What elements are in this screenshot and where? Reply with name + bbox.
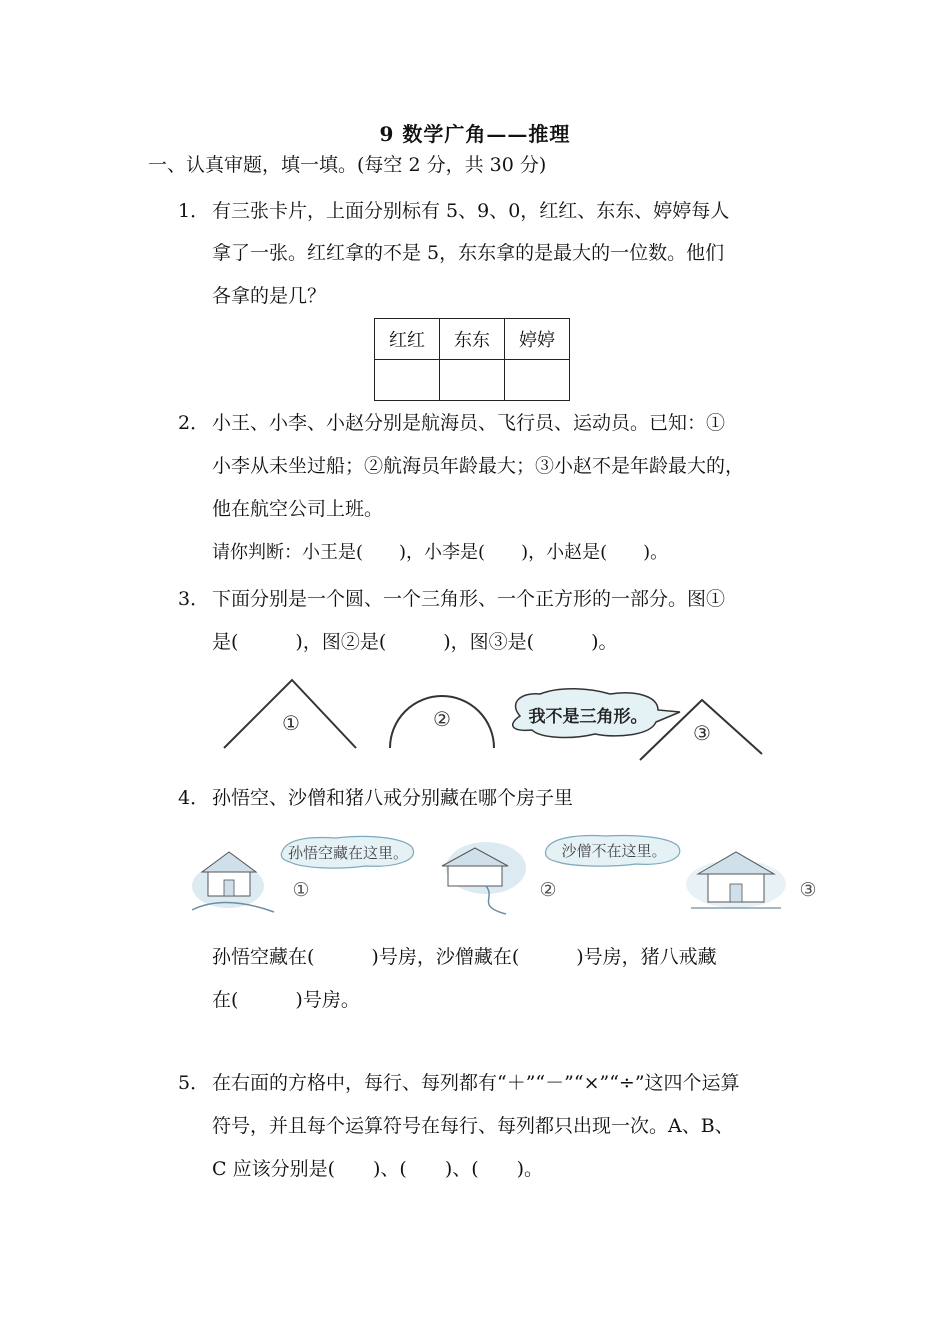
q2-line-2: 小李从未坐过船；②航海员年龄最大；③小赵不是年龄最大的，	[212, 455, 745, 477]
q2-number: 2．	[178, 412, 210, 434]
q4-answer-line-2: 在( )号房。	[212, 989, 360, 1011]
q4-houses-figure	[186, 828, 826, 918]
q3-label-1: ①	[282, 711, 300, 735]
q5-number: 5．	[178, 1072, 210, 1094]
page-title: 9 数学广角——推理	[379, 122, 571, 146]
q4-answer-line-1: 孙悟空藏在( )号房，沙僧藏在( )号房，猪八戒藏	[212, 946, 717, 968]
q2-line-4: 请你判断：小王是( )，小李是( )，小赵是( )。	[212, 542, 669, 563]
q4-number: 4．	[178, 787, 210, 809]
q4-bubble-1-text: 孙悟空藏在这里。	[287, 844, 409, 862]
house-1-illustration	[192, 852, 274, 912]
q3-label-2: ②	[433, 707, 451, 731]
table-header-dongdong: 东东	[440, 319, 505, 360]
q5-line-3: C 应该分别是( )、( )、( )。	[212, 1158, 544, 1180]
section-heading: 一、认真审题，填一填。(每空 2 分，共 30 分)	[148, 154, 547, 176]
q5-line-1: 在右面的方格中，每行、每列都有“＋”“－”“×”“÷”这四个运算	[212, 1072, 740, 1094]
house-3-illustration	[686, 852, 786, 908]
table-answer-cell[interactable]	[440, 360, 505, 401]
q3-number: 3．	[178, 588, 210, 610]
house-2-illustration	[442, 842, 526, 914]
q4-bubble-2-text: 沙僧不在这里。	[561, 842, 667, 860]
q4-label-3: ③	[799, 879, 817, 901]
q4-line: 孙悟空、沙僧和猪八戒分别藏在哪个房子里	[212, 787, 574, 809]
q3-line-1: 下面分别是一个圆、一个三角形、一个正方形的一部分。图①	[212, 588, 726, 610]
table-header-honghong: 红红	[375, 319, 440, 360]
q4-label-2: ②	[539, 879, 557, 901]
q3-label-3: ③	[693, 721, 711, 745]
q5-line-2: 符号，并且每个运算符号在每行、每列都只出现一次。A、B、	[212, 1115, 734, 1137]
q1-line-2: 拿了一张。红红拿的不是 5，东东拿的是最大的一位数。他们	[212, 242, 725, 264]
table-answer-cell[interactable]	[505, 360, 570, 401]
q1-answer-table	[374, 318, 570, 401]
q1-number: 1．	[178, 200, 210, 222]
q4-label-1: ①	[292, 879, 310, 901]
q3-line-2: 是( )，图②是( )，图③是( )。	[212, 631, 618, 653]
q3-shapes-figure	[210, 672, 780, 762]
table-header-tingting: 婷婷	[505, 319, 570, 360]
q3-bubble-text: 我不是三角形。	[528, 707, 648, 727]
q2-line-1: 小王、小李、小赵分别是航海员、飞行员、运动员。已知：①	[212, 412, 726, 434]
q1-line-3: 各拿的是几？	[212, 285, 327, 307]
q2-line-3: 他在航空公司上班。	[212, 498, 384, 520]
q1-line-1: 有三张卡片，上面分别标有 5、9、0，红红、东东、婷婷每人	[212, 200, 730, 222]
table-answer-cell[interactable]	[375, 360, 440, 401]
